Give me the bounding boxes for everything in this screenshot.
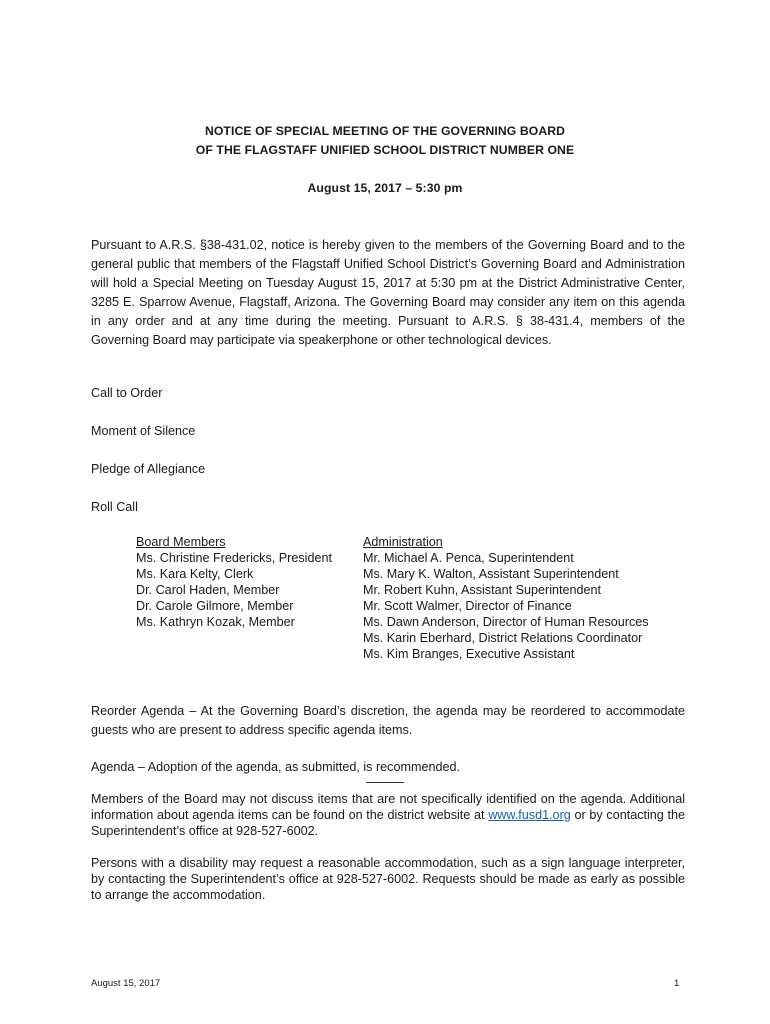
agenda-item-pledge: Pledge of Allegiance xyxy=(91,462,206,476)
board-member: Dr. Carole Gilmore, Member xyxy=(136,599,294,613)
administrator: Mr. Scott Walmer, Director of Finance xyxy=(363,599,572,613)
administrator: Mr. Robert Kuhn, Assistant Superintendent xyxy=(363,583,602,597)
administrator: Ms. Dawn Anderson, Director of Human Resources xyxy=(363,615,649,629)
administrator: Mr. Michael A. Penca, Superintendent xyxy=(363,551,574,565)
section-divider xyxy=(366,782,404,783)
board-member: Ms. Kara Kelty, Clerk xyxy=(136,567,254,581)
administrator: Ms. Karin Eberhard, District Relations Coordinator xyxy=(363,631,643,645)
document-title-line-1: NOTICE OF SPECIAL MEETING OF THE GOVERNING BOARD xyxy=(204,124,566,138)
board-discussion-text: Members of the Board may not discuss items that are not specifically identified on the agenda. Additional information about agenda items can be found on the district website at xyxy=(91,792,685,822)
district-website-link[interactable]: www.fusd1.org xyxy=(488,808,571,822)
page-number: 1 xyxy=(674,978,680,989)
footer-date: August 15, 2017 xyxy=(91,978,161,989)
agenda-item-roll-call: Roll Call xyxy=(91,500,138,514)
board-member: Ms. Kathryn Kozak, Member xyxy=(136,615,295,629)
meeting-date: August 15, 2017 – 5:30 pm xyxy=(307,181,463,195)
board-member: Ms. Christine Fredericks, President xyxy=(136,551,332,565)
board-discussion-note xyxy=(91,791,685,839)
board-members-list xyxy=(136,534,332,630)
intro-paragraph: Pursuant to A.R.S. §38-431.02, notice is hereby given to the members of the Governing Board and to the general public that members of the Flagstaff Unified School District’s Governing Board and Administration will hold a Special Meeting on Tuesday August 15, 2017 at 5:30 pm at the District Administrative Center, 3285 E. Sparrow Avenue, Flagstaff, Arizona. The Governing Board may consider any item on this agenda in any order and at any time during the meeting. Pursuant to A.R.S. § 38-431.4, members of the Governing Board may participate via speakerphone or other technological devices. xyxy=(91,238,685,347)
agenda-adoption: Agenda – Adoption of the agenda, as submitted, is recommended. xyxy=(91,760,460,774)
administrator: Ms. Kim Branges, Executive Assistant xyxy=(363,647,575,661)
disability-accommodation-note: Persons with a disability may request a reasonable accommodation, such as a sign language interpreter, by contacting the Superintendent’s office at 928-527-6002. Requests should be made as early as possible to arrange the accommodation. xyxy=(91,856,685,902)
document-title-line-2: OF THE FLAGSTAFF UNIFIED SCHOOL DISTRICT NUMBER ONE xyxy=(195,143,575,157)
superintendent-contact-text: or by contacting the Superintendent’s office at 928-527-6002. xyxy=(91,808,686,838)
board-members-heading: Board Members xyxy=(136,535,226,549)
board-member: Dr. Carol Haden, Member xyxy=(136,583,280,597)
reorder-agenda-paragraph: Reorder Agenda – At the Governing Board’s discretion, the agenda may be reordered to accommodate guests who are present to address specific agenda items. xyxy=(91,704,685,737)
administration-heading: Administration xyxy=(363,535,443,549)
administration-list xyxy=(363,534,649,662)
agenda-item-call-to-order: Call to Order xyxy=(91,386,163,400)
administrator: Ms. Mary K. Walton, Assistant Superintendent xyxy=(363,567,619,581)
agenda-item-moment-of-silence: Moment of Silence xyxy=(91,424,196,438)
